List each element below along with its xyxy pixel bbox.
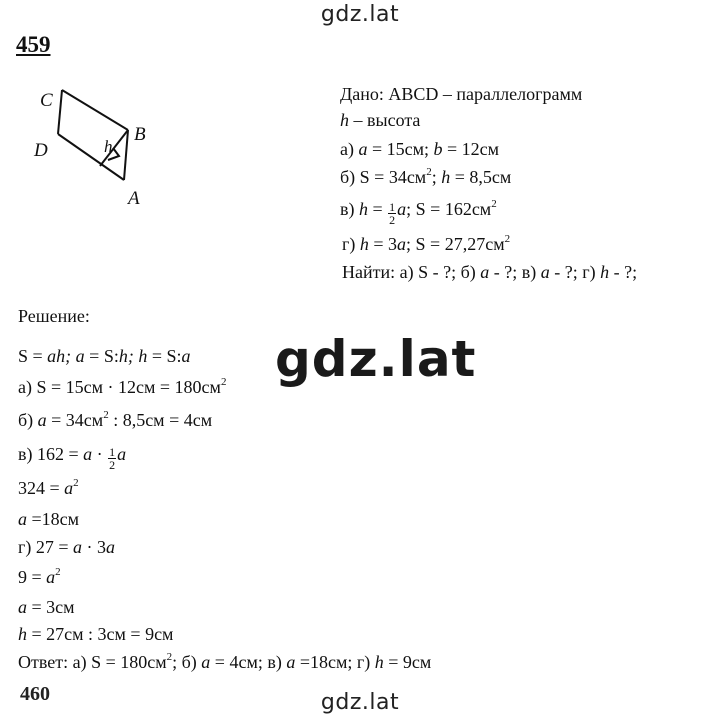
given-line-5: в) h = $\frac{1}{2}$ a; $S = 162см^2$ <box>340 198 497 227</box>
solution-line-9: a = 3см <box>18 597 75 617</box>
solution-line-5: $324 = a^2$ <box>18 477 79 498</box>
solution-line-1: S = ah; a = S:h; h = S:a <box>18 346 191 366</box>
solution-line-4: в) 162 = a · $\frac{1}{2}$ a <box>18 444 127 472</box>
fraction-half-solution: $\frac{1}{2}$ <box>109 445 116 472</box>
fraction-half: $\frac{1}{2}$ <box>389 200 396 227</box>
next-problem-number-cut: 460 <box>20 683 50 705</box>
solution-line-2: а) $S = 15см \cdot 12см = 180см^2$ <box>18 376 227 397</box>
label-d: D <box>34 140 48 161</box>
solution-line-8: $9 = a^2$ <box>18 566 61 587</box>
solution-line-7: г) 27 = a · 3a <box>18 537 116 557</box>
solution-line-6: a =18см <box>18 509 80 529</box>
given-line-2: h – высота <box>340 110 421 130</box>
edge-ba <box>124 130 128 180</box>
label-b: B <box>134 124 146 145</box>
answer-line: Ответ: а) $S = 180см^2$; б) a = 4см; в) a =18см; г) h = 9см <box>18 651 432 672</box>
watermark-top: gdz.lat <box>320 2 400 27</box>
label-a: A <box>128 188 140 209</box>
solution-heading: Решение: <box>18 306 90 326</box>
edge-cd <box>58 90 62 134</box>
solution-line-3: б) $a = 34см^2$ : 8,5см = 4см <box>18 409 213 430</box>
solution-line-10: h = 27см : 3см = 9см <box>18 624 174 644</box>
given-line-4: б) $S = 34см^2$; h = 8,5см <box>340 166 512 187</box>
label-c: C <box>40 90 53 111</box>
edge-cb <box>62 90 128 130</box>
given-line-6: г) h = 3a; $S = 27,27см^2$ <box>342 233 511 254</box>
given-line-3: а) a = 15см; b = 12см <box>340 139 500 159</box>
parallelogram-figure <box>30 82 160 212</box>
label-h: h <box>104 137 113 156</box>
given-line-7: Найти: а) S - ?; б) a - ?; в) a - ?; г) h - ?; <box>342 262 638 282</box>
problem-number: 459 <box>16 32 51 57</box>
watermark-middle: gdz.lat <box>275 330 477 388</box>
watermark-bottom: gdz.lat <box>320 690 400 715</box>
given-line-1: Дано: ABCD – параллелограмм <box>340 84 583 104</box>
